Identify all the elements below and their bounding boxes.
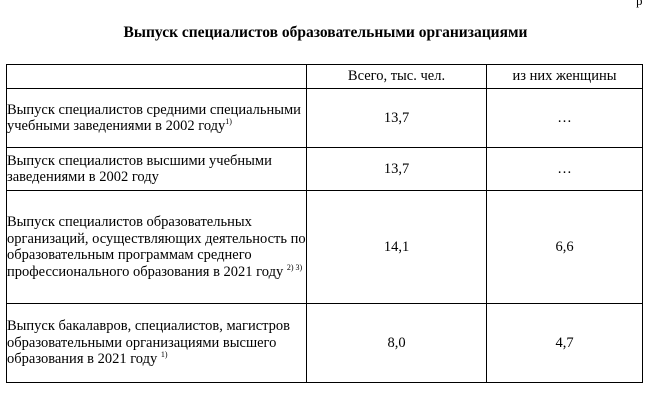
women-value: … [487,148,643,191]
table-row [7,89,643,148]
graduates-table [6,64,643,383]
total-value: 8,0 [307,304,487,383]
footnote-marker: 2) 3) [286,262,303,272]
row-label-cell [7,89,307,148]
footnote-marker: 1) [225,117,232,127]
women-value: … [487,89,643,148]
page-corner-mark: р [636,0,643,8]
table-row [7,304,643,383]
women-value: 4,7 [487,304,643,383]
women-value: 6,6 [487,191,643,304]
header-empty-cell [7,65,307,89]
table-row [7,191,643,304]
row-label-cell [7,148,307,191]
table-header-row [7,65,643,89]
row-label-cell [7,304,307,383]
total-value: 13,7 [307,89,487,148]
row-label: Выпуск специалистов высшими учебными заведениями в 2002 году [7,152,272,185]
row-label: Выпуск специалистов средними специальными учебными заведениями в 2002 году [7,101,301,134]
row-label: Выпуск бакалавров, специалистов, магистров образовательными организациями высшего образования в 2021 году [7,318,290,368]
table-title: Выпуск специалистов образовательными организациями [123,24,528,41]
footnote-marker: 1) [160,350,168,360]
table-row [7,148,643,191]
total-value: 13,7 [307,148,487,191]
row-label-cell [7,191,307,304]
row-label: Выпуск специалистов образовательных организаций, осуществляющих деятельность по образовательным программам среднего профессионального образования в 2021 году [7,214,306,280]
header-total: Всего, тыс. чел. [307,65,487,89]
header-women: из них женщины [487,65,643,89]
total-value: 14,1 [307,191,487,304]
